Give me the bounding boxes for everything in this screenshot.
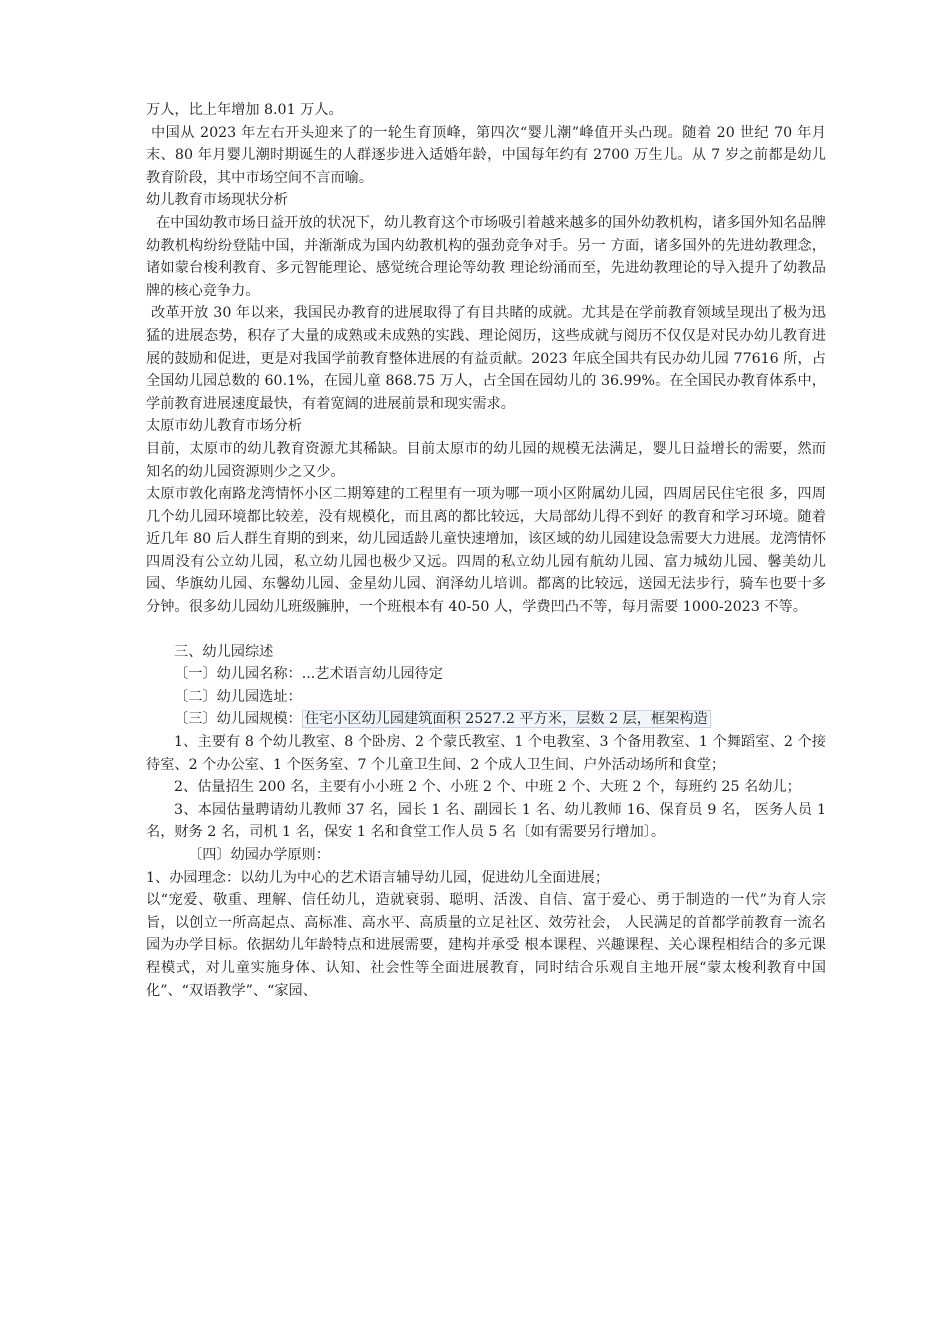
section-heading-taiyuan: 太原市幼儿教育市场分析 <box>146 418 303 435</box>
blank-line <box>146 619 826 641</box>
scale-label: 〔三〕幼儿园规模： <box>174 711 302 728</box>
scale-value-highlight: 住宅小区幼儿园建筑面积 2527.2 平方米，层数 2 层，框架构造 <box>302 710 711 728</box>
document-page <box>146 99 826 1002</box>
list-item: 3、本园估量聘请幼儿教师 37 名，园长 1 名、副园长 1 名、幼儿教师 16、保育员 9 名， 医务人员 1 名，财务 2 名，司机 1 名，保安 1 名和食堂工作人员 5 名〔如有需要另行增加〕。 <box>146 801 826 841</box>
paragraph: 目前，太原市的幼儿教育资源尤其稀缺。目前太原市的幼儿园的规模无法满足，婴儿日益增长的需要，然而知名的幼儿园资源则少之又少。 <box>146 440 826 480</box>
section-heading-overview: 三、幼儿园综述 <box>174 643 274 660</box>
list-item: 2、估量招生 200 名，主要有小小班 2 个、小班 2 个、中班 2 个、大班 2 个，每班约 25 名幼儿； <box>174 779 801 796</box>
philosophy-line: 1、办园理念：以幼儿为中心的艺术语言辅导幼儿园，促进幼儿全面进展； <box>146 869 610 886</box>
section-heading-market: 幼儿教育市场现状分析 <box>146 192 288 209</box>
principle-heading: 〔四〕幼园办学原则： <box>188 847 330 863</box>
paragraph: 中国从 2023 年左右开头迎来了的一轮生育顶峰，第四次“婴儿潮”峰值开头凸现。随着 20 世纪 70 年月末、80 年月婴儿潮时期诞生的人群逐步进入适婚年龄，中国每年约有 2700 万生儿。从 7 岁之前都是幼儿教育阶段，其中市场空间不言而喻。 <box>146 124 826 186</box>
paragraph: 在中国幼教市场日益开放的状况下，幼儿教育这个市场吸引着越来越多的国外幼教机构，诸多国外知名品牌幼教机构纷纷登陆中国，并渐渐成为国内幼教机构的强劲竞争对手。另一 方面，诸多国外的先进幼教理念，诸如蒙台梭利教育、多元智能理论、感觉统合理论等幼教 理论纷涌而至，先进幼教理论的导入提升了幼教品牌的核心竞争力。 <box>146 214 826 299</box>
list-item: 1、主要有 8 个幼儿教室、8 个卧房、2 个蒙氏教室、1 个电教室、3 个备用教室、1 个舞蹈室、2 个接待室、2 个办公室、1 个医务室、7 个儿童卫生间、2 个成人卫生间、户外活动场所和食堂； <box>146 734 826 773</box>
paragraph: 太原市敦化南路龙湾情怀小区二期筹建的工程里有一项为哪一项小区附属幼儿园，四周居民住宅很 多，四周几个幼儿园环境都比较差，没有规模化，而且离的都比较远，大局部幼儿得不到好 的教育和学习环境。随着近几年 80 后人群生育期的到来，幼儿园适龄儿童快速增加，该区域的幼儿园建设急需要大力进展。龙湾情怀四周没有公立幼儿园，私立幼儿园也极少又远。四周的私立幼儿园有航幼儿园、富力城幼儿园、馨美幼儿园、华旗幼儿园、东馨幼儿园、金星幼儿园、润泽幼儿培训。都离的比较远，送园无法步行，骑车也要十多分钟。很多幼儿园幼儿班级臃肿，一个班根本有 40-50 人，学费凹凸不等，每月需要 1000-2023 不等。 <box>146 486 826 616</box>
kindergarten-name-line: 〔一〕幼儿园名称：...艺术语言幼儿园待定 <box>174 666 443 683</box>
kindergarten-site-line: 〔二〕幼儿园选址： <box>174 688 302 705</box>
paragraph: 改革开放 30 年以来，我国民办教育的进展取得了有目共睹的成就。尤其是在学前教育领域呈现出了极为迅猛的进展态势，积存了大量的成熟或未成熟的实践、理论阅历，这些成就与阅历不仅仅是对民办幼儿教育进展的鼓励和促进，更是对我国学前教育整体进展的有益贡献。2023 年底全国共有民办幼儿园 77616 所，占全国幼儿园总数的 60.1%，在园儿童 868.75 万人，占全国在园幼儿的 36.99%。在全国民办教育体系中，学前教育进展速度最快，有着宽阔的进展前景和现实需求。 <box>146 305 826 412</box>
paragraph: 万人，比上年增加 8.01 万人。 <box>146 102 343 118</box>
paragraph: 以“宠爱、敬重、理解、信任幼儿，造就衰弱、聪明、活泼、自信、富于爱心、勇于制造的一代”为育人宗旨，以创立一所高起点、高标准、高水平、高质量的立足社区、效劳社会， 人民满足的首都学前教育一流名园为办学目标。依据幼儿年龄特点和进展需要，建构并承受 根本课程、兴趣课程、关心课程相结合的多元课程模式，对儿童实施身体、认知、社会性等全面进展教育，同时结合乐观自主地开展“蒙太梭利教育中国化”、“双语教学”、“家园、 <box>146 892 826 999</box>
kindergarten-scale-line <box>146 708 826 731</box>
